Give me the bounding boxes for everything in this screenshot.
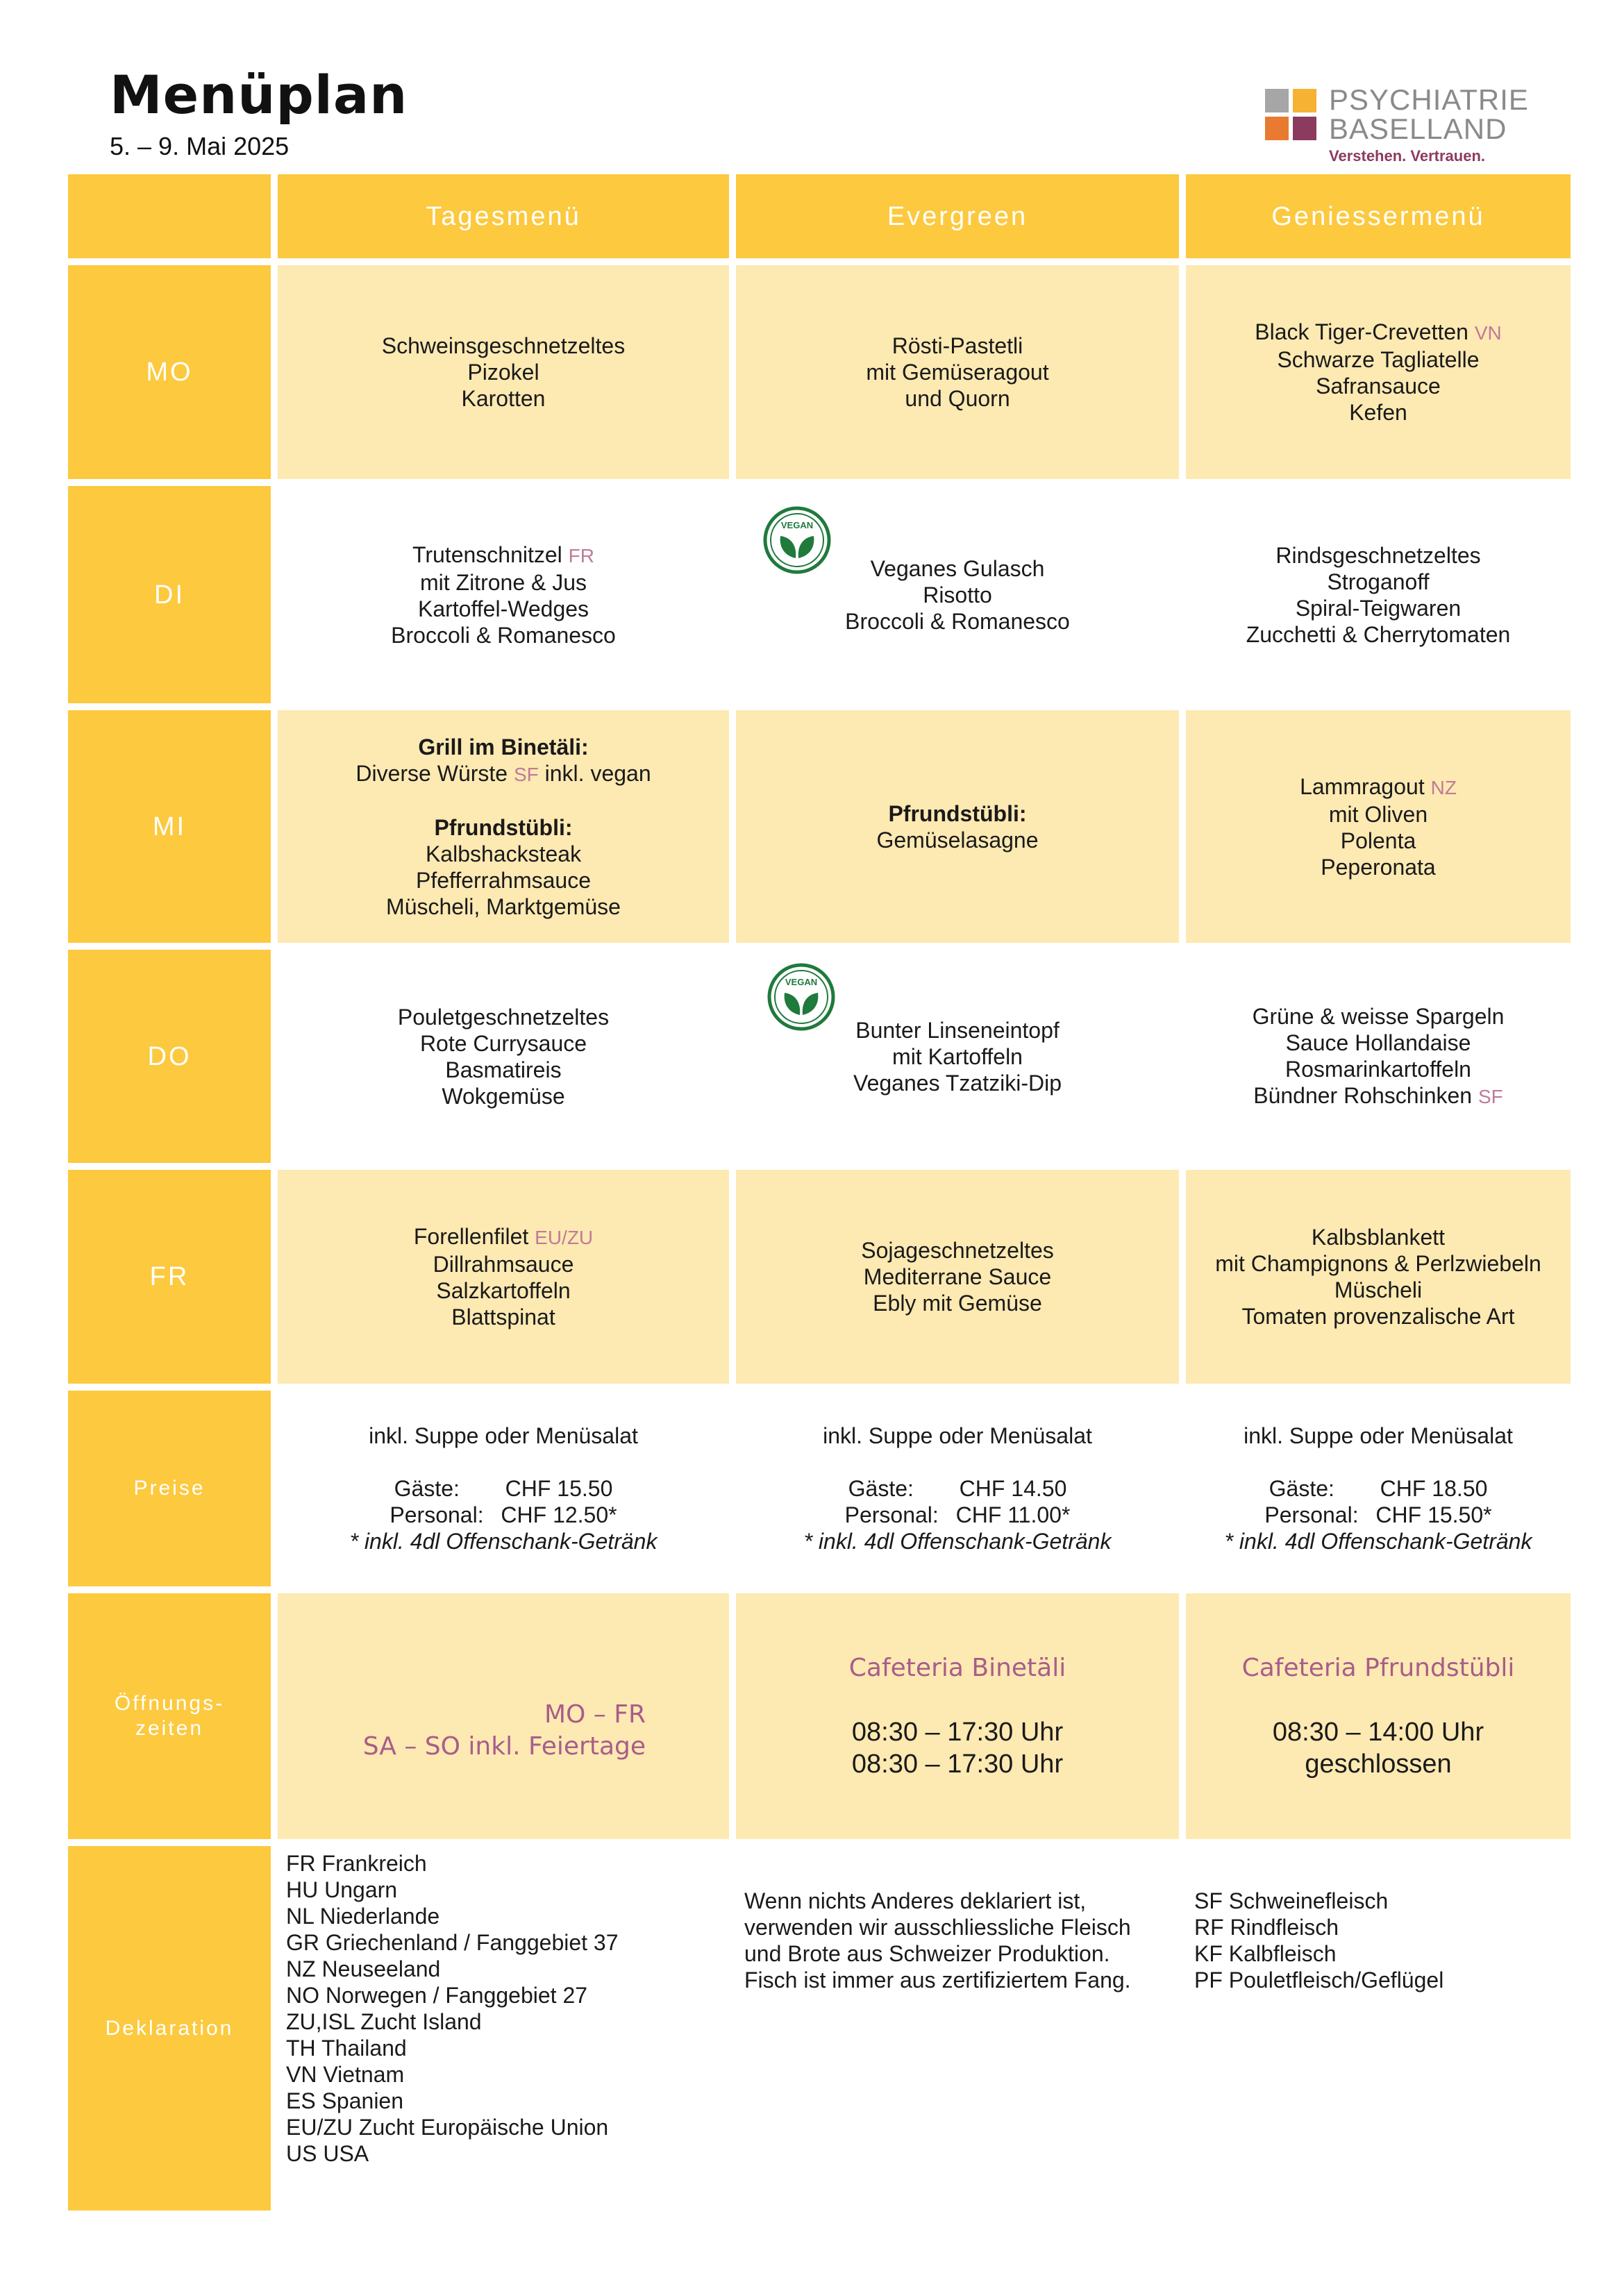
country-code: ES Spanien bbox=[286, 2088, 404, 2113]
price-cell-geniesser bbox=[1186, 1391, 1571, 1586]
price-intro: inkl. Suppe oder Menüsalat bbox=[823, 1423, 1092, 1448]
price-intro: inkl. Suppe oder Menüsalat bbox=[369, 1423, 638, 1448]
menu-cell-di-tages bbox=[278, 486, 729, 703]
price-intro: inkl. Suppe oder Menüsalat bbox=[1244, 1423, 1513, 1448]
country-code: HU Ungarn bbox=[286, 1877, 398, 1902]
country-code: NZ Neuseeland bbox=[286, 1956, 441, 1981]
dish-line: Gemüselasagne bbox=[876, 827, 1039, 853]
dish-line: Müscheli, Marktgemüse bbox=[386, 894, 621, 919]
declaration-note-line: verwenden wir ausschliessliche Fleisch bbox=[744, 1915, 1131, 1940]
meat-code: RF Rindfleisch bbox=[1194, 1915, 1339, 1940]
logo-square-orange-icon bbox=[1265, 117, 1289, 140]
dish-line: Safransauce bbox=[1316, 374, 1441, 399]
column-header-evergreen: Evergreen bbox=[736, 174, 1179, 258]
vegan-badge-text: VEGAN bbox=[780, 520, 814, 530]
vegan-badge-icon bbox=[767, 962, 836, 1032]
dish-line: mit Champignons & Perlzwiebeln bbox=[1215, 1251, 1541, 1276]
logo bbox=[1265, 85, 1543, 168]
country-code: TH Thailand bbox=[286, 2036, 407, 2061]
dish-line: und Quorn bbox=[905, 386, 1010, 411]
menu-table bbox=[68, 174, 1571, 2211]
dish-line: Pfefferrahmsauce bbox=[416, 867, 591, 893]
logo-square-purple-icon bbox=[1293, 117, 1316, 140]
dish-line: Dillrahmsauce bbox=[433, 1252, 574, 1277]
staff-price: CHF 11.00* bbox=[955, 1502, 1071, 1527]
dish-line: Spiral-Teigwaren bbox=[1295, 595, 1462, 621]
menu-cell-do-tages bbox=[278, 950, 729, 1163]
menu-cell-mi-tages bbox=[278, 710, 729, 943]
column-header-tagesmenu: Tagesmenü bbox=[278, 174, 729, 258]
country-code: VN Vietnam bbox=[286, 2062, 405, 2087]
country-code: US USA bbox=[286, 2141, 369, 2166]
dish-line: Broccoli & Romanesco bbox=[845, 608, 1070, 634]
guest-label: Gäste: bbox=[394, 1476, 460, 1501]
menu-cell-mi-evergreen bbox=[736, 710, 1179, 943]
dish-line: Kefen bbox=[1349, 400, 1407, 425]
vegan-badge-text: VEGAN bbox=[785, 977, 818, 987]
cafeteria-name: Cafeteria Binetäli bbox=[848, 1654, 1066, 1682]
dish-line: Schweinsgeschnetzeltes bbox=[381, 333, 626, 358]
country-code: NO Norwegen / Fanggebiet 27 bbox=[286, 1983, 588, 2008]
staff-label: Personal: bbox=[390, 1502, 484, 1527]
column-header-geniessermenu: Geniessermenü bbox=[1186, 174, 1571, 258]
guest-price: CHF 14.50 bbox=[959, 1476, 1067, 1501]
menu-cell-mo-geniesser bbox=[1186, 265, 1571, 479]
row-label-oeffnungszeiten bbox=[68, 1593, 271, 1839]
opening-label-line2: zeiten bbox=[135, 1717, 204, 1740]
declaration-note-line: Fisch ist immer aus zertifiziertem Fang. bbox=[744, 1968, 1131, 1993]
venue-heading: Pfrundstübli: bbox=[888, 800, 1027, 826]
opening-time: 08:30 – 17:30 Uhr bbox=[851, 1750, 1064, 1779]
menu-cell-mo-evergreen bbox=[736, 265, 1179, 479]
dish-line: Stroganoff bbox=[1327, 569, 1430, 594]
opening-time: 08:30 – 14:00 Uhr bbox=[1272, 1718, 1484, 1747]
logo-square-yellow-icon bbox=[1293, 89, 1316, 112]
price-cell-tages bbox=[278, 1391, 729, 1586]
opening-label-line1: Öffnungs- bbox=[114, 1692, 225, 1715]
opening-cell-binetaeli bbox=[736, 1593, 1179, 1839]
dish-line: Broccoli & Romanesco bbox=[391, 622, 616, 648]
dish-line: Müscheli bbox=[1334, 1277, 1423, 1302]
guest-price: CHF 15.50 bbox=[505, 1476, 613, 1501]
dish-line: Veganes Gulasch bbox=[870, 555, 1045, 581]
meat-code: PF Pouletfleisch/Geflügel bbox=[1194, 1968, 1444, 1993]
day-label-do: DO bbox=[68, 950, 271, 1163]
price-cell-evergreen bbox=[736, 1391, 1179, 1586]
dish-line: Salzkartoffeln bbox=[436, 1278, 571, 1303]
dish-line: Rote Currysauce bbox=[419, 1030, 587, 1056]
dish-line: Kalbsblankett bbox=[1311, 1225, 1446, 1250]
dish-line: Black Tiger-Crevetten bbox=[1255, 319, 1468, 344]
staff-label: Personal: bbox=[844, 1502, 939, 1527]
dish-line: Veganes Tzatziki-Dip bbox=[853, 1070, 1062, 1096]
dish-line: Sauce Hollandaise bbox=[1285, 1030, 1471, 1055]
opening-days-cell bbox=[278, 1593, 729, 1839]
dish-line: mit Zitrone & Jus bbox=[419, 569, 587, 595]
menu-cell-di-geniesser bbox=[1186, 486, 1571, 703]
price-note: * inkl. 4dl Offenschank-Getränk bbox=[349, 1529, 658, 1554]
opening-days-weekday: MO – FR bbox=[544, 1700, 646, 1729]
price-note: * inkl. 4dl Offenschank-Getränk bbox=[1224, 1529, 1532, 1554]
menu-cell-fr-tages bbox=[278, 1170, 729, 1384]
menu-cell-fr-geniesser bbox=[1186, 1170, 1571, 1384]
opening-days-weekend: SA – SO inkl. Feiertage bbox=[362, 1732, 646, 1761]
logo-line1: PSYCHIATRIE bbox=[1329, 83, 1529, 116]
dish-line: Forellenfilet bbox=[413, 1224, 529, 1249]
logo-line2: BASELLAND bbox=[1329, 112, 1507, 145]
dish-line: Polenta bbox=[1340, 828, 1416, 853]
declaration-note-line: Wenn nichts Anderes deklariert ist, bbox=[744, 1888, 1087, 1913]
day-label-di: DI bbox=[68, 486, 271, 703]
dish-line: Trutenschnitzel bbox=[412, 542, 562, 567]
row-label-preise: Preise bbox=[68, 1391, 271, 1586]
dish-line: Sojageschnetzeltes bbox=[861, 1238, 1054, 1263]
origin-tag: FR bbox=[568, 544, 594, 567]
venue-heading: Grill im Binetäli: bbox=[418, 734, 589, 760]
country-code: EU/ZU Zucht Europäische Union bbox=[286, 2115, 609, 2140]
dish-line: Risotto bbox=[923, 582, 992, 607]
dish-line: Karotten bbox=[461, 386, 546, 411]
dish-line: Bunter Linseneintopf bbox=[855, 1017, 1060, 1043]
dish-line: Rösti-Pastetli bbox=[891, 333, 1023, 358]
staff-price: CHF 12.50* bbox=[501, 1502, 617, 1527]
dish-line: Basmatireis bbox=[445, 1057, 562, 1082]
logo-square-gray-icon bbox=[1265, 89, 1289, 112]
meat-code: KF Kalbfleisch bbox=[1194, 1941, 1337, 1966]
menu-cell-mo-tages bbox=[278, 265, 729, 479]
day-label-mo: MO bbox=[68, 265, 271, 479]
country-code: GR Griechenland / Fanggebiet 37 bbox=[286, 1930, 619, 1955]
dish-line: Wokgemüse bbox=[442, 1083, 565, 1109]
dish-line: Zucchetti & Cherrytomaten bbox=[1246, 621, 1511, 647]
country-code: ZU,ISL Zucht Island bbox=[286, 2009, 482, 2034]
dish-line: mit Kartoffeln bbox=[892, 1043, 1023, 1069]
dish-line: Rosmarinkartoffeln bbox=[1285, 1056, 1471, 1082]
dish-line: Peperonata bbox=[1321, 854, 1436, 880]
menu-cell-di-evergreen bbox=[736, 486, 1179, 703]
declaration-note-line: und Brote aus Schweizer Produktion. bbox=[744, 1941, 1110, 1966]
dish-line: Kartoffel-Wedges bbox=[417, 596, 589, 621]
dish-line: Ebly mit Gemüse bbox=[873, 1291, 1042, 1316]
price-note: * inkl. 4dl Offenschank-Getränk bbox=[803, 1529, 1112, 1554]
header-corner bbox=[68, 174, 271, 258]
declaration-meats bbox=[1186, 1846, 1571, 2211]
menu-cell-mi-geniesser bbox=[1186, 710, 1571, 943]
dish-line: Bündner Rohschinken bbox=[1253, 1082, 1473, 1108]
origin-tag: EU/ZU bbox=[535, 1227, 594, 1248]
guest-label: Gäste: bbox=[848, 1476, 914, 1501]
opening-cell-pfrund bbox=[1186, 1593, 1571, 1839]
day-label-mi: MI bbox=[68, 710, 271, 943]
dish-line: mit Oliven bbox=[1328, 801, 1428, 827]
origin-tag: SF bbox=[1477, 1085, 1503, 1107]
dish-line: Kalbshacksteak bbox=[425, 841, 582, 866]
dish-line: Mediterrane Sauce bbox=[863, 1264, 1052, 1289]
origin-tag: SF bbox=[513, 763, 539, 785]
origin-tag: NZ bbox=[1430, 776, 1457, 798]
staff-label: Personal: bbox=[1264, 1502, 1359, 1527]
declaration-countries bbox=[278, 1846, 729, 2211]
menu-cell-fr-evergreen bbox=[736, 1170, 1179, 1384]
dish-line: Blattspinat bbox=[451, 1305, 555, 1330]
venue-heading: Pfrundstübli: bbox=[434, 814, 573, 840]
dish-line: Rindsgeschnetzeltes bbox=[1275, 542, 1481, 568]
dish-line: Pouletgeschnetzeltes bbox=[397, 1004, 610, 1030]
dish-line: Tomaten provenzalische Art bbox=[1241, 1304, 1515, 1329]
declaration-note bbox=[736, 1846, 1179, 2211]
opening-time: 08:30 – 17:30 Uhr bbox=[851, 1718, 1064, 1747]
origin-tag: VN bbox=[1474, 322, 1502, 344]
staff-price: CHF 15.50* bbox=[1375, 1502, 1492, 1527]
menu-cell-do-geniesser bbox=[1186, 950, 1571, 1163]
row-label-deklaration: Deklaration bbox=[68, 1846, 271, 2211]
guest-label: Gäste: bbox=[1269, 1476, 1334, 1501]
dish-line: Schwarze Tagliatelle bbox=[1277, 347, 1480, 372]
guest-price: CHF 18.50 bbox=[1380, 1476, 1488, 1501]
day-label-fr: FR bbox=[68, 1170, 271, 1384]
dish-line: inkl. vegan bbox=[544, 760, 651, 786]
menu-cell-do-evergreen bbox=[736, 950, 1179, 1163]
meat-code: SF Schweinefleisch bbox=[1194, 1888, 1389, 1913]
vegan-badge-icon bbox=[762, 505, 832, 575]
date-range: 5. – 9. Mai 2025 bbox=[110, 132, 290, 160]
dish-line: Diverse Würste bbox=[355, 760, 508, 786]
cafeteria-name: Cafeteria Pfrundstübli bbox=[1241, 1654, 1515, 1682]
country-code: FR Frankreich bbox=[286, 1851, 427, 1876]
dish-line: Pizokel bbox=[467, 360, 539, 385]
dish-line: Grüne & weisse Spargeln bbox=[1252, 1003, 1505, 1029]
country-code: NL Niederlande bbox=[286, 1904, 440, 1929]
opening-time: geschlossen bbox=[1305, 1750, 1452, 1779]
page-title: Menüplan bbox=[110, 64, 408, 126]
logo-tagline: Verstehen. Vertrauen. bbox=[1329, 147, 1485, 165]
dish-line: mit Gemüseragout bbox=[866, 360, 1049, 385]
dish-line: Lammragout bbox=[1300, 773, 1425, 799]
